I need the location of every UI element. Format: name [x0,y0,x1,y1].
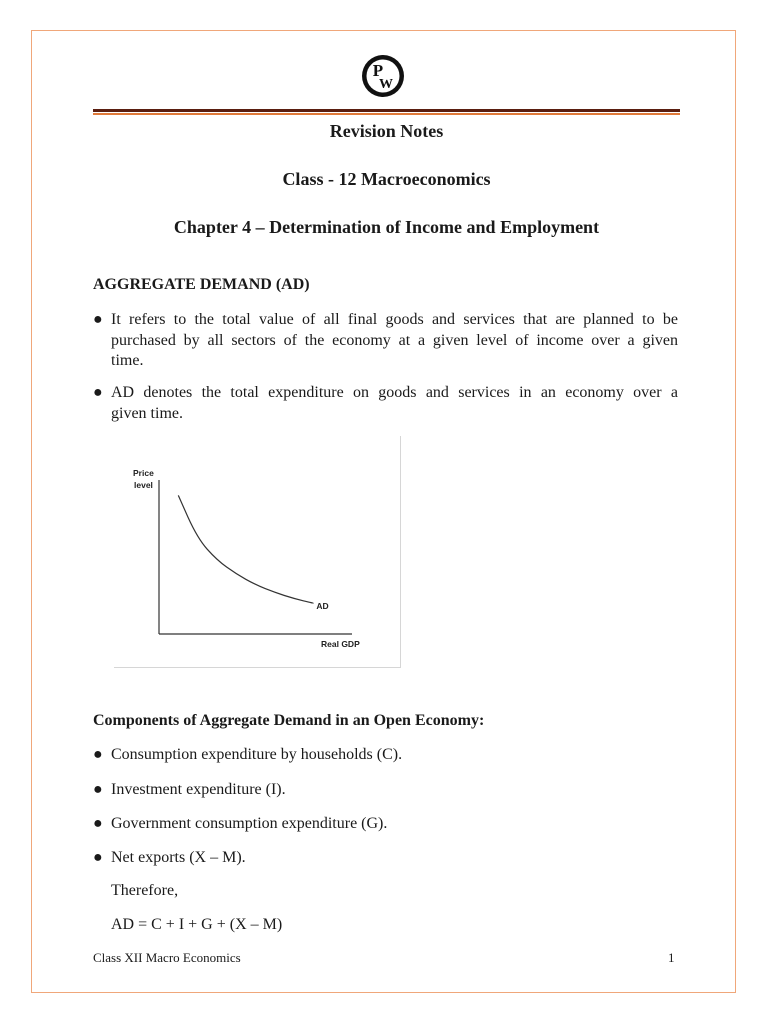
page-title: Revision Notes [329,121,444,141]
bullet-icon: ● [93,781,103,798]
section-heading-aggregate-demand: AGGREGATE DEMAND (AD) [93,276,310,293]
ad-formula: AD = C + I + G + (X – M) [111,916,283,933]
ad-curve-label: AD [316,601,329,612]
list-item [93,848,678,869]
y-axis-label: level [134,480,153,490]
bullet-line: given time. [111,404,183,422]
svg-text:P: P [372,61,384,80]
header-rule-dark [93,109,680,112]
page-number: 1 [668,950,675,965]
class-subtitle: Class - 12 Macroeconomics [282,169,491,189]
ad-chart [114,436,401,668]
y-axis-label: Price [133,468,154,478]
bullet-text: Government consumption expenditure (G). [111,815,388,832]
header-rule-orange [93,113,680,115]
x-axis-label: Real GDP [321,639,360,649]
ad-chart-svg [114,436,401,668]
bullet-line: AD denotes the total expenditure on goods and services in an economy over a [111,384,678,401]
list-item [93,310,678,372]
bullet-text: Net exports (X – M). [111,849,246,866]
list-item [93,780,678,801]
bullet-line: time. [111,352,144,369]
bullet-icon: ● [93,311,103,328]
bullet-icon: ● [93,815,103,832]
list-item [93,383,678,424]
bullet-text [111,310,678,372]
bullet-line: purchased by all sectors of the economy at a given level of income over a given [111,331,678,349]
svg-text:W: W [379,77,393,92]
section-heading-components: Components of Aggregate Demand in an Open Economy: [93,712,485,729]
bullet-icon: ● [93,746,103,763]
list-item [93,745,678,766]
pw-logo-icon [361,54,405,98]
bullet-icon: ● [93,384,103,401]
footer-course: Class XII Macro Economics [93,950,241,965]
bullet-text: Investment expenditure (I). [111,781,286,798]
list-item [93,814,678,835]
bullet-icon: ● [93,849,103,866]
bullet-text: Consumption expenditure by households (C). [111,746,403,763]
ad-curve [178,495,313,603]
therefore-text: Therefore, [111,882,179,899]
bullet-text [111,383,678,424]
chapter-title: Chapter 4 – Determination of Income and Employment [173,217,600,237]
bullet-line: It refers to the total value of all final goods and services that are planned to be [111,311,678,328]
